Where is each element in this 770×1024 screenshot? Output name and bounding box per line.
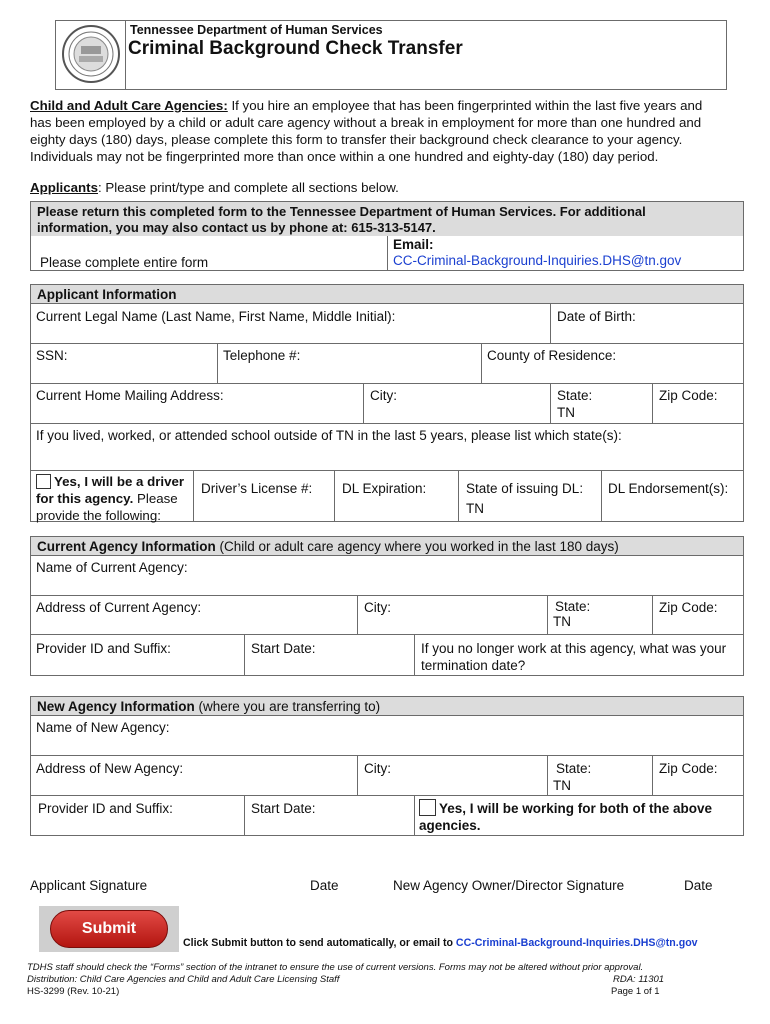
applicant-signature-label: Applicant Signature	[30, 878, 148, 893]
date-label-2: Date	[684, 878, 713, 893]
state-value[interactable]: TN	[557, 405, 575, 420]
footer-distribution: Distribution: Child Care Agencies and Child and Adult Care Licensing Staff	[27, 974, 340, 985]
home-address-field[interactable]: Current Home Mailing Address:	[36, 388, 224, 403]
submit-email-link[interactable]: CC-Criminal-Background-Inquiries.DHS@tn.gov	[455, 937, 698, 949]
zip-field[interactable]: Zip Code:	[659, 388, 718, 403]
form-id: HS-3299 (Rev. 10-21)	[27, 986, 120, 997]
new-agency-zip-field[interactable]: Zip Code:	[659, 761, 718, 776]
intro-heading: Child and Adult Care Agencies:	[30, 98, 228, 113]
termination-date-field[interactable]: If you no longer work at this agency, what was your termination date?	[421, 641, 727, 673]
current-provider-field[interactable]: Provider ID and Suffix:	[36, 641, 171, 656]
county-field[interactable]: County of Residence:	[487, 348, 617, 363]
footer-note: TDHS staff should check the “Forms” section of the intranet to ensure the use of current versions. Forms may not be altered without prior approval.	[27, 962, 644, 973]
intro-paragraph: Child and Adult Care Agencies: If you hire an employee that has been fingerprinted within the last five years and has been employed by a child or adult care agency without a break in employment for more than one hundred and eighty days (180) days, please complete this form to transfer their background check clearance to your agency. Individuals may not be fingerprinted more than once within a one hundred and eighty-day (180) day period.	[30, 98, 703, 164]
legal-name-field[interactable]: Current Legal Name (Last Name, First Name, Middle Initial):	[36, 309, 396, 324]
new-agency-address-field[interactable]: Address of New Agency:	[36, 761, 184, 776]
current-agency-zip-field[interactable]: Zip Code:	[659, 600, 718, 615]
new-agency-name-field[interactable]: Name of New Agency:	[36, 720, 170, 735]
email-label: Email:	[393, 237, 434, 252]
owner-signature-label: New Agency Owner/Director Signature	[393, 878, 625, 893]
telephone-field[interactable]: Telephone #:	[223, 348, 301, 363]
complete-entire-form: Please complete entire form	[40, 255, 209, 270]
ssn-field[interactable]: SSN:	[36, 348, 68, 363]
date-label-1: Date	[310, 878, 339, 893]
new-start-date-field[interactable]: Start Date:	[251, 801, 316, 816]
state-issuing-field: State of issuing DL:	[466, 481, 584, 496]
both-agencies-checkbox[interactable]	[419, 799, 436, 816]
footer-rda: RDA: 11301	[613, 974, 665, 985]
dl-expiration-field[interactable]: DL Expiration:	[342, 481, 427, 496]
current-agency-state-value[interactable]: TN	[553, 614, 571, 629]
department-name: Tennessee Department of Human Services	[130, 23, 383, 37]
submit-instructions: Click Submit button to send automatically, or email to CC-Criminal-Background-Inquiries.DHS@tn.gov	[183, 937, 698, 949]
return-instructions: Please return this completed form to the Tennessee Department of Human Services. For additional information, you may also contact us by phone at: 615-313-5147.	[37, 204, 646, 235]
current-agency-address-field[interactable]: Address of Current Agency:	[36, 600, 202, 615]
new-provider-field[interactable]: Provider ID and Suffix:	[38, 801, 173, 816]
email-link[interactable]: CC-Criminal-Background-Inquiries.DHS@tn.gov	[393, 253, 682, 268]
current-agency-name-field[interactable]: Name of Current Agency:	[36, 560, 188, 575]
driver-checkbox[interactable]	[36, 474, 51, 489]
dl-endorsement-field[interactable]: DL Endorsement(s):	[608, 481, 729, 496]
license-field[interactable]: Driver’s License #:	[201, 481, 313, 496]
new-agency-state-field: State:	[556, 761, 592, 776]
city-field[interactable]: City:	[370, 388, 397, 403]
outside-tn-field[interactable]: If you lived, worked, or attended school outside of TN in the last 5 years, please list which state(s):	[36, 428, 622, 443]
new-agency-city-field[interactable]: City:	[364, 761, 391, 776]
page-title: Criminal Background Check Transfer	[128, 38, 463, 59]
current-start-date-field[interactable]: Start Date:	[251, 641, 316, 656]
both-agencies-group: Yes, I will be working for both of the above agencies.	[419, 801, 713, 833]
current-agency-city-field[interactable]: City:	[364, 600, 391, 615]
state-issuing-value[interactable]: TN	[466, 501, 484, 516]
applicants-note: Applicants: Please print/type and complete all sections below.	[30, 180, 399, 195]
current-agency-state-field: State:	[555, 599, 591, 614]
current-agency-header: Current Agency Information (Child or adult care agency where you worked in the last 180 days)	[30, 536, 744, 556]
applicant-header: Applicant Information	[30, 284, 744, 304]
submit-button[interactable]: Submit	[50, 910, 168, 948]
dob-field[interactable]: Date of Birth:	[557, 309, 636, 324]
page-number: Page 1 of 1	[611, 986, 660, 997]
state-field: State:	[557, 388, 593, 403]
new-agency-state-value[interactable]: TN	[553, 778, 571, 793]
state-seal-icon	[61, 24, 121, 84]
driver-checkbox-group: Yes, I will be a driver for this agency. Please provide the following:	[36, 474, 185, 523]
new-agency-header: New Agency Information (where you are transferring to)	[30, 696, 744, 716]
